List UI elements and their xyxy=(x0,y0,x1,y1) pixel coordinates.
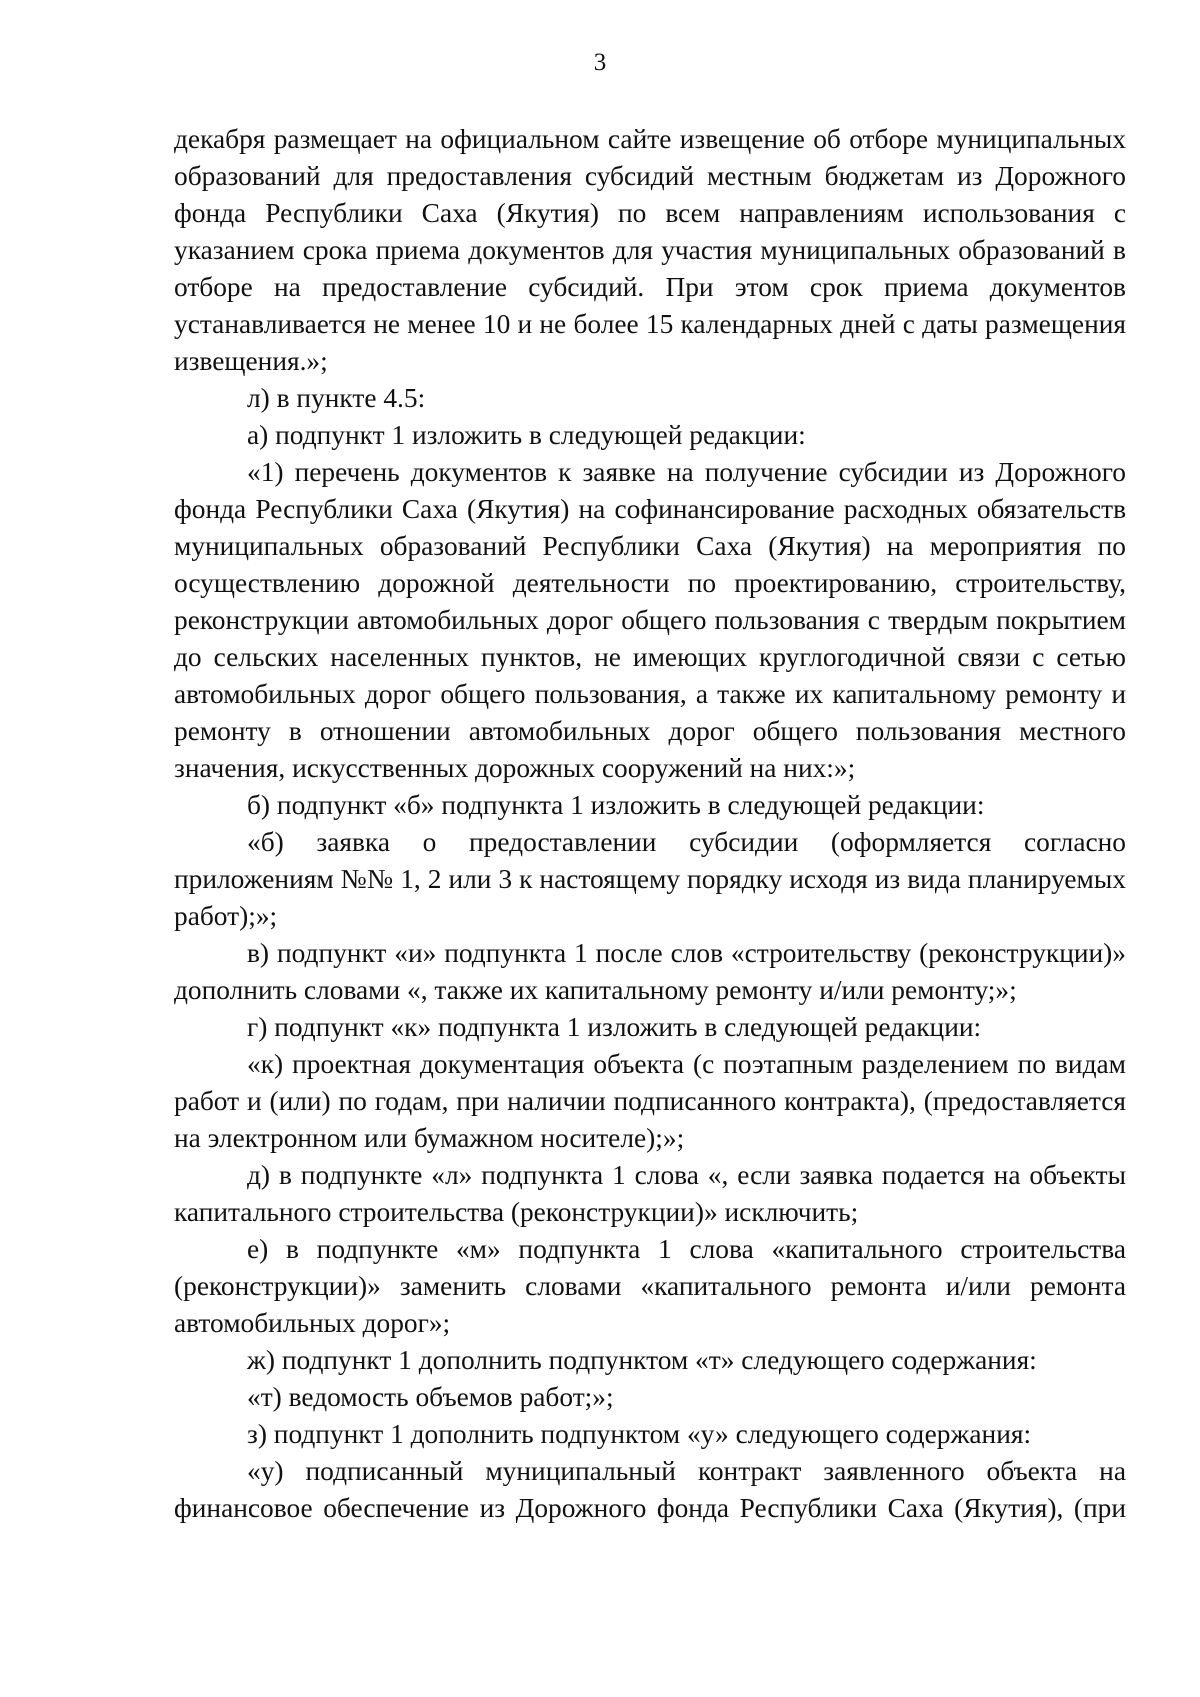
paragraph-item-g: г) подпункт «к» подпункта 1 изложить в следующей редакции: xyxy=(247,1012,982,1042)
paragraph-item-v: в) подпункт «и» подпункта 1 после слов «строительству (реконструкции)» дополнить словами «, также их капитальному ремонту и/или ремонту;»; xyxy=(174,938,1126,1005)
document-body xyxy=(174,121,1126,1527)
paragraph-item-a: а) подпункт 1 изложить в следующей редакции: xyxy=(247,420,806,450)
paragraph-item-l: л) в пункте 4.5: xyxy=(247,383,426,413)
paragraph-quote-b: «б) заявка о предоставлении субсидии (оформляется согласно приложениям №№ 1, 2 или 3 к настоящему порядку исходя из вида планируемых работ);»; xyxy=(174,827,1126,931)
paragraph-item-b: б) подпункт «б» подпункта 1 изложить в следующей редакции: xyxy=(247,790,985,820)
paragraph-quote-u: «у) подписанный муниципальный контракт заявленного объекта на финансовое обеспечение из Дорожного фонда Республики Саха (Якутия), (при xyxy=(174,1456,1126,1523)
paragraph-item-e: е) в подпункте «м» подпункта 1 слова «капитального строительства (реконструкции)» заменить словами «капитального ремонта и/или ремонта автомобильных дорог»; xyxy=(174,1234,1126,1338)
paragraph-quote-k: «к) проектная документация объекта (с поэтапным разделением по видам работ и (или) по годам, при наличии подписанного контракта), (предоставляется на электронном или бумажном носителе);»; xyxy=(174,1049,1126,1153)
paragraph-quote-t: «т) ведомость объемов работ;»; xyxy=(247,1382,614,1412)
paragraph-announcement-continuation: декабря размещает на официальном сайте извещение об отборе муниципальных образований для предоставления субсидий местным бюджетам из Дорожного фонда Республики Саха (Якутия) по всем направлениям использования с указанием срока приема документов для участия муниципальных образований в отборе на предоставление субсидий. При этом срок приема документов устанавливается не менее 10 и не более 15 календарных дней с даты размещения извещения.»; xyxy=(174,124,1126,376)
paragraph-item-z: з) подпункт 1 дополнить подпунктом «у» следующего содержания: xyxy=(247,1419,1032,1449)
paragraph-item-zh: ж) подпункт 1 дополнить подпунктом «т» следующего содержания: xyxy=(247,1345,1037,1375)
page-number: 3 xyxy=(593,49,607,76)
paragraph-quote-1: «1) перечень документов к заявке на получение субсидии из Дорожного фонда Республики Саха (Якутия) на софинансирование расходных обязательств муниципальных образований Республики Саха (Якутия) на мероприятия по осуществлению дорожной деятельности по проектированию, строительству, реконструкции автомобильных дорог общего пользования с твердым покрытием до сельских населенных пунктов, не имеющих круглогодичной связи с сетью автомобильных дорог общего пользования, а также их капитальному ремонту и ремонту в отношении автомобильных дорог общего пользования местного значения, искусственных дорожных сооружений на них:»; xyxy=(174,457,1126,783)
paragraph-item-d: д) в подпункте «л» подпункта 1 слова «, если заявка подается на объекты капитального строительства (реконструкции)» исключить; xyxy=(174,1160,1126,1227)
